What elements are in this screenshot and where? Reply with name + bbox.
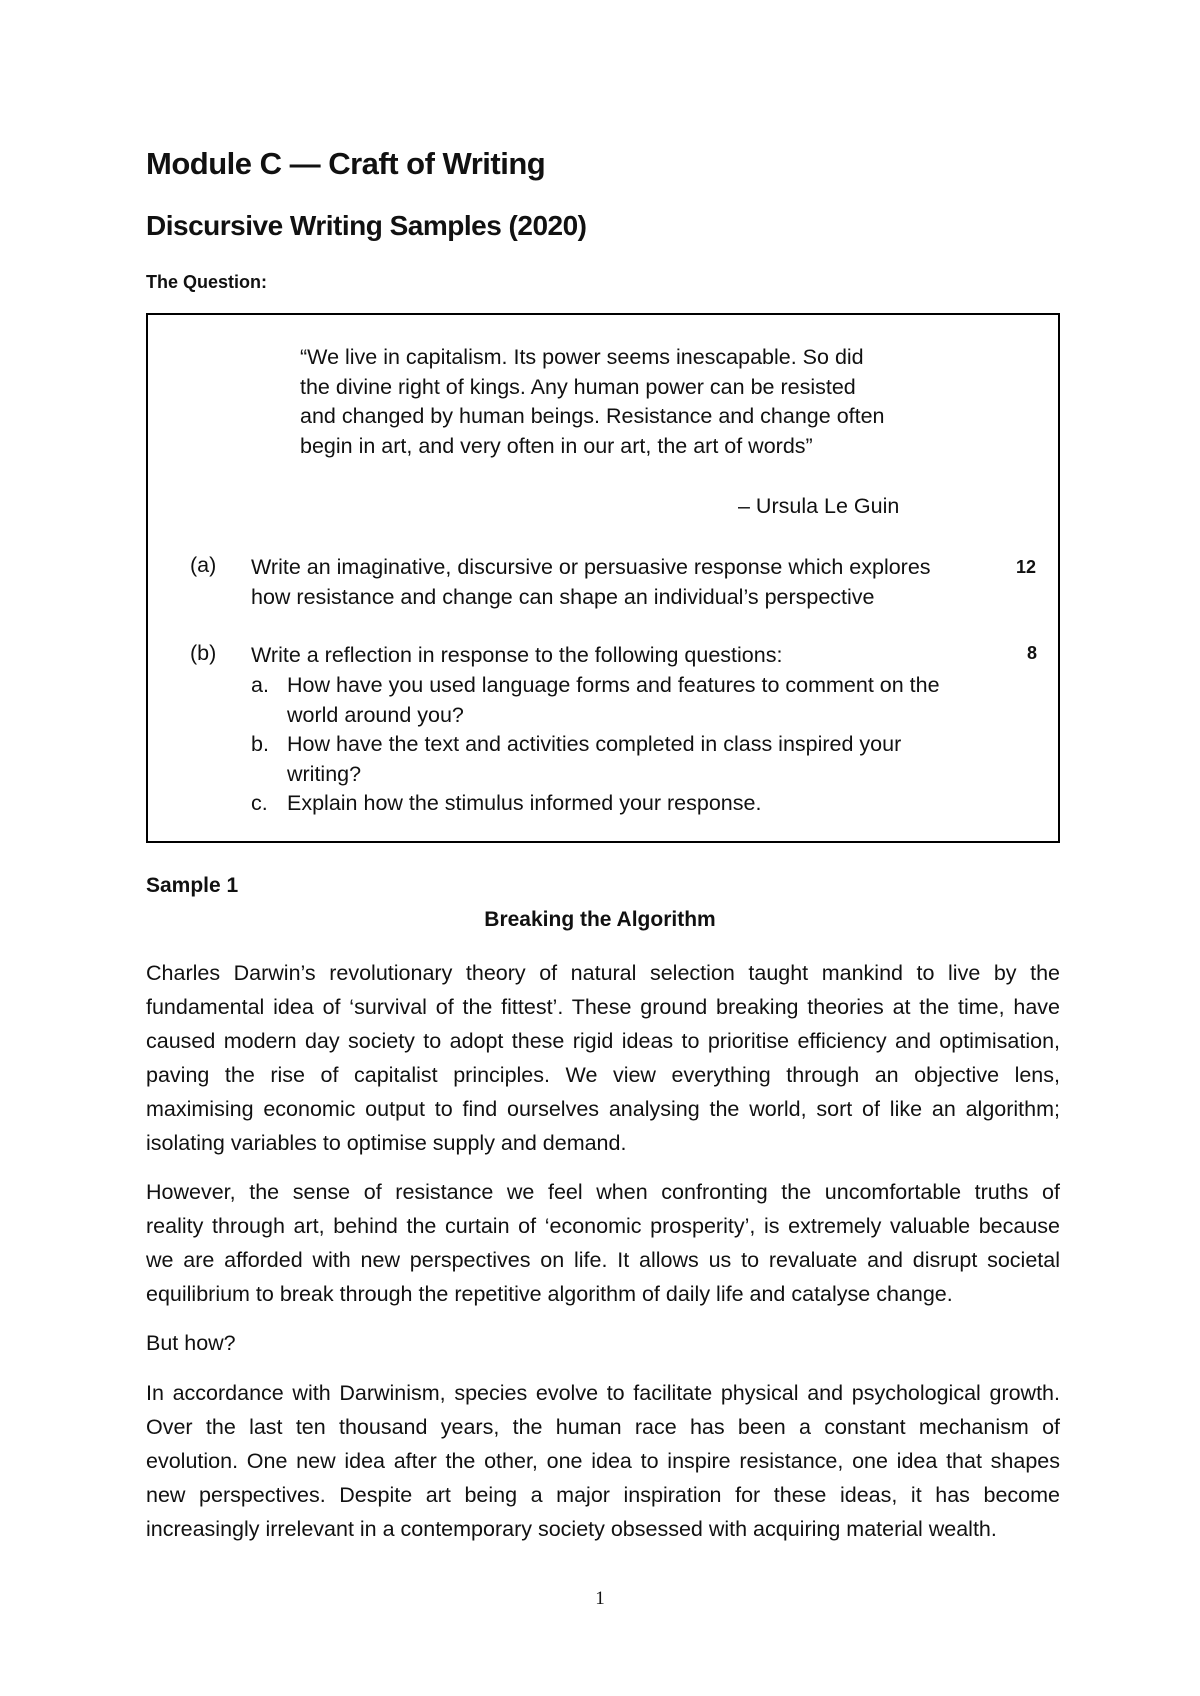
part-a-line: Write an imaginative, discursive or persuasive response which explores	[251, 555, 931, 579]
stimulus-quote	[300, 343, 920, 461]
quote-line: the divine right of kings. Any human power can be resisted	[300, 374, 856, 399]
page-number: 1	[595, 1588, 605, 1609]
subquestion-letter: a.	[251, 673, 269, 697]
subquestion-text: How have you used language forms and features to comment on the world around you?	[287, 673, 940, 727]
subquestion-item	[251, 730, 971, 789]
subquestion-letter: c.	[251, 791, 268, 815]
subquestion-text: How have the text and activities completed in class inspired your writing?	[287, 732, 902, 786]
quote-line: begin in art, and very often in our art, the art of words”	[300, 433, 813, 458]
essay-paragraph: Charles Darwin’s revolutionary theory of natural selection taught mankind to live by the fundamental idea of ‘survival of the fittest’. These ground breaking theories at the time, have caused modern day society to adopt these rigid ideas to prioritise efficiency and optimisation, paving the rise of capitalist principles. We view everything through an objective lens, maximising economic output to find ourselves analysing the world, sort of like an algorithm; isolating variables to optimise supply and demand.	[146, 961, 1060, 1155]
subquestion-list	[251, 671, 971, 819]
quote-attribution: – Ursula Le Guin	[738, 494, 900, 518]
part-a-line: how resistance and change can shape an individual’s perspective	[251, 584, 875, 609]
part-a-marks: 12	[1016, 557, 1037, 577]
part-a-text	[251, 553, 971, 612]
essay-paragraph: But how?	[146, 1331, 236, 1355]
subquestion-item	[251, 671, 971, 730]
subquestion-item	[251, 789, 971, 819]
part-b-label: (b)	[190, 641, 217, 665]
quote-line: and changed by human beings. Resistance and change often	[300, 404, 885, 428]
essay-paragraph: However, the sense of resistance we feel when confronting the uncomfortable truths of reality through art, behind the curtain of ‘economic prosperity’, is extremely valuable because we are afforded with new perspectives on life. It allows us to revaluate and disrupt societal equilibrium to break through the repetitive algorithm of daily life and catalyse change.	[146, 1180, 1060, 1306]
subquestion-letter: b.	[251, 732, 269, 756]
page-title: Module C — Craft of Writing	[146, 146, 546, 181]
quote-line: “We live in capitalism. Its power seems inescapable. So did	[300, 345, 864, 369]
part-b-marks: 8	[1027, 643, 1038, 663]
essay-paragraph: In accordance with Darwinism, species evolve to facilitate physical and psychological growth. Over the last ten thousand years, the human race has been a constant mechanism of evolution. One new idea after the other, one idea to inspire resistance, one idea that shapes new perspectives. Despite art being a major inspiration for these ideas, it has become increasingly irrelevant in a contemporary society obsessed with acquiring material wealth.	[146, 1381, 1060, 1541]
part-a-label: (a)	[190, 553, 217, 577]
essay-title: Breaking the Algorithm	[484, 908, 716, 931]
sample-label: Sample 1	[146, 874, 239, 897]
part-b-text: Write a reflection in response to the following questions:	[251, 643, 783, 667]
page-subtitle: Discursive Writing Samples (2020)	[146, 210, 587, 241]
question-label: The Question:	[146, 272, 267, 292]
subquestion-text: Explain how the stimulus informed your response.	[287, 791, 762, 815]
